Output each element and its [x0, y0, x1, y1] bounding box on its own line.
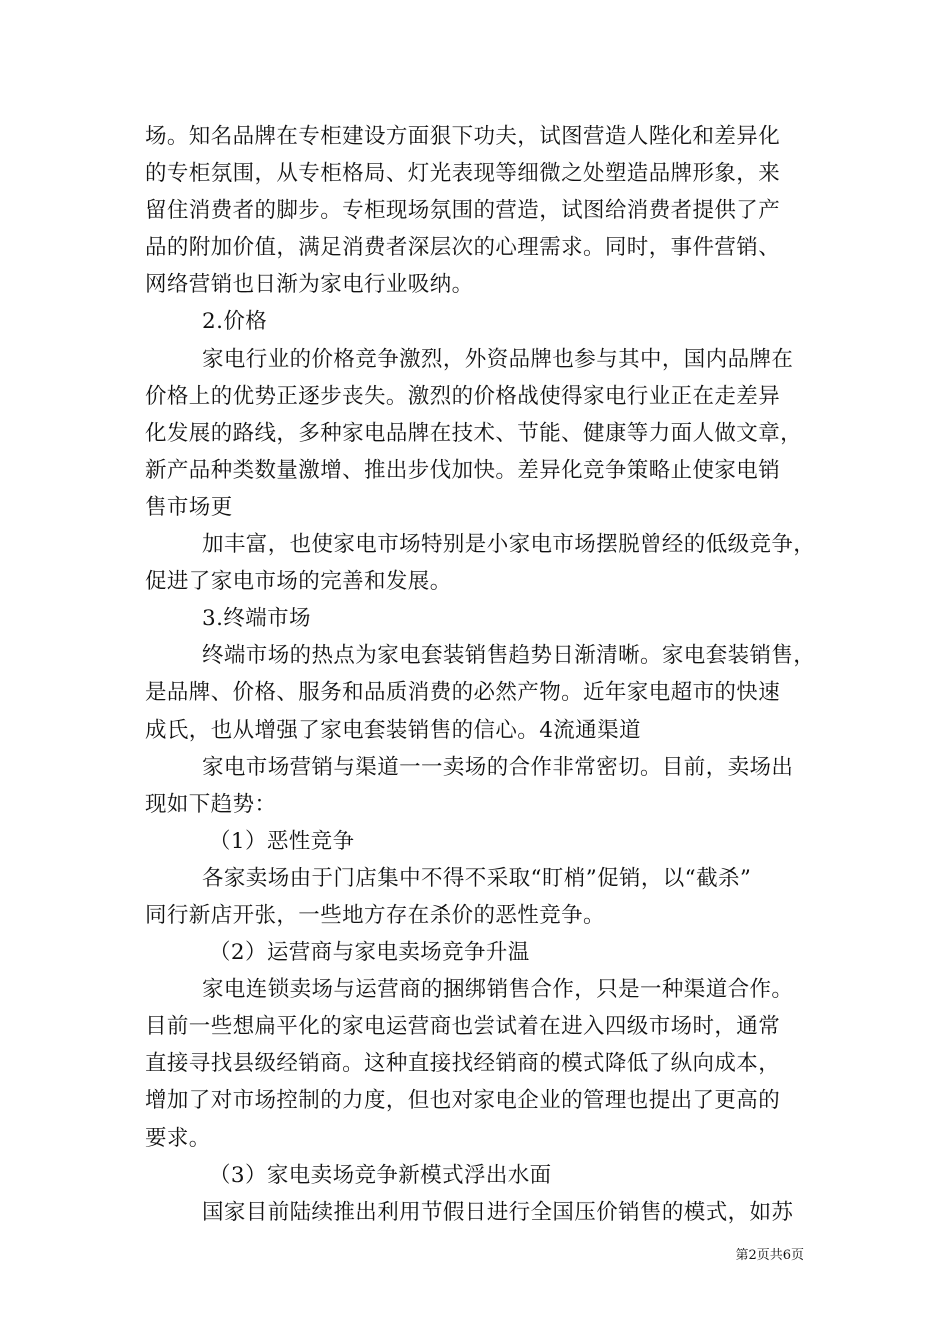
text-line: 促进了家电市场的完善和发展。 — [145, 569, 452, 595]
text-line: 国家目前陆续推出利用节假日进行全国压价销售的模式，如苏 — [202, 1199, 794, 1225]
text-line: 3.终端市场 — [202, 606, 311, 632]
text-line: 终端市场的热点为家电套装销售趋势日渐清晰。家电套装销售， — [202, 643, 816, 669]
text-line: 目前一些想扁平化的家电运营商也尝试着在进入四级市场时，通常 — [145, 1014, 781, 1040]
text-line: （1）恶性竞争 — [209, 828, 355, 854]
text-line: 是品牌、价格、服务和品质消费的必然产物。近年家电超市的快速 — [145, 680, 781, 706]
text-line: 价格上的优势正逐步丧失。激烈的价格战使得家电行业正在走差异 — [145, 383, 781, 409]
text-line: 家电市场营销与渠道一一卖场的合作非常密切。目前，卖场出 — [202, 754, 794, 780]
text-line: 家电连锁卖场与运营商的捆绑销售合作，只是一种渠道合作。 — [202, 977, 794, 1003]
text-line: 场。知名品牌在专柜建设方面狠下功夫，试图营造人陛化和差异化 — [145, 124, 781, 149]
text-line: 要求。 — [145, 1125, 211, 1151]
document-body — [145, 118, 816, 1231]
text-line: 售市场更 — [145, 494, 233, 520]
text-line: 的专柜氛围，从专柜格局、灯光表现等细微之处塑造品牌形象，来 — [145, 161, 781, 187]
text-line: 留住消费者的脚步。专柜现场氛围的营造，试图给消费者提供了产 — [145, 198, 781, 224]
text-line: 品的附加价值，满足消费者深层次的心理需求。同时，事件营销、 — [145, 235, 781, 261]
text-line: 2.价格 — [202, 309, 268, 335]
text-line: 直接寻找县级经销商。这种直接找经销商的模式降低了纵向成本， — [145, 1051, 781, 1077]
text-line: （2）运营商与家电卖场竞争升温 — [209, 940, 530, 966]
text-line: 新产品种类数量激增、推出步伐加快。差异化竞争策略止使家电销 — [145, 457, 781, 483]
text-line: 家电行业的价格竞争激烈，外资品牌也参与其中，国内品牌在 — [202, 346, 794, 372]
text-line: 同行新店开张，一些地方存在杀价的恶性竞争。 — [145, 902, 605, 928]
page-number: 第2页共6页 — [735, 1248, 804, 1263]
text-line: 化发展的路线，多种家电品牌在技术、节能、健康等力面人做文章， — [145, 420, 803, 446]
text-line: 现如下趋势： — [145, 791, 277, 817]
text-line: 加丰富，也使家电市场特别是小家电市场摆脱曾经的低级竞争， — [202, 532, 816, 558]
text-line: 成氏，也从增强了家电套装销售的信心。4流通渠道 — [145, 717, 641, 743]
text-line: （3）家电卖场竞争新模式浮出水面 — [209, 1162, 552, 1188]
text-line: 增加了对市场控制的力度，但也对家电企业的管理也提出了更高的 — [145, 1088, 781, 1114]
text-line: 网络营销也日渐为家电行业吸纳。 — [145, 272, 474, 298]
text-line: 各家卖场由于门店集中不得不采取“盯梢”促销，以“截杀” — [202, 865, 752, 891]
